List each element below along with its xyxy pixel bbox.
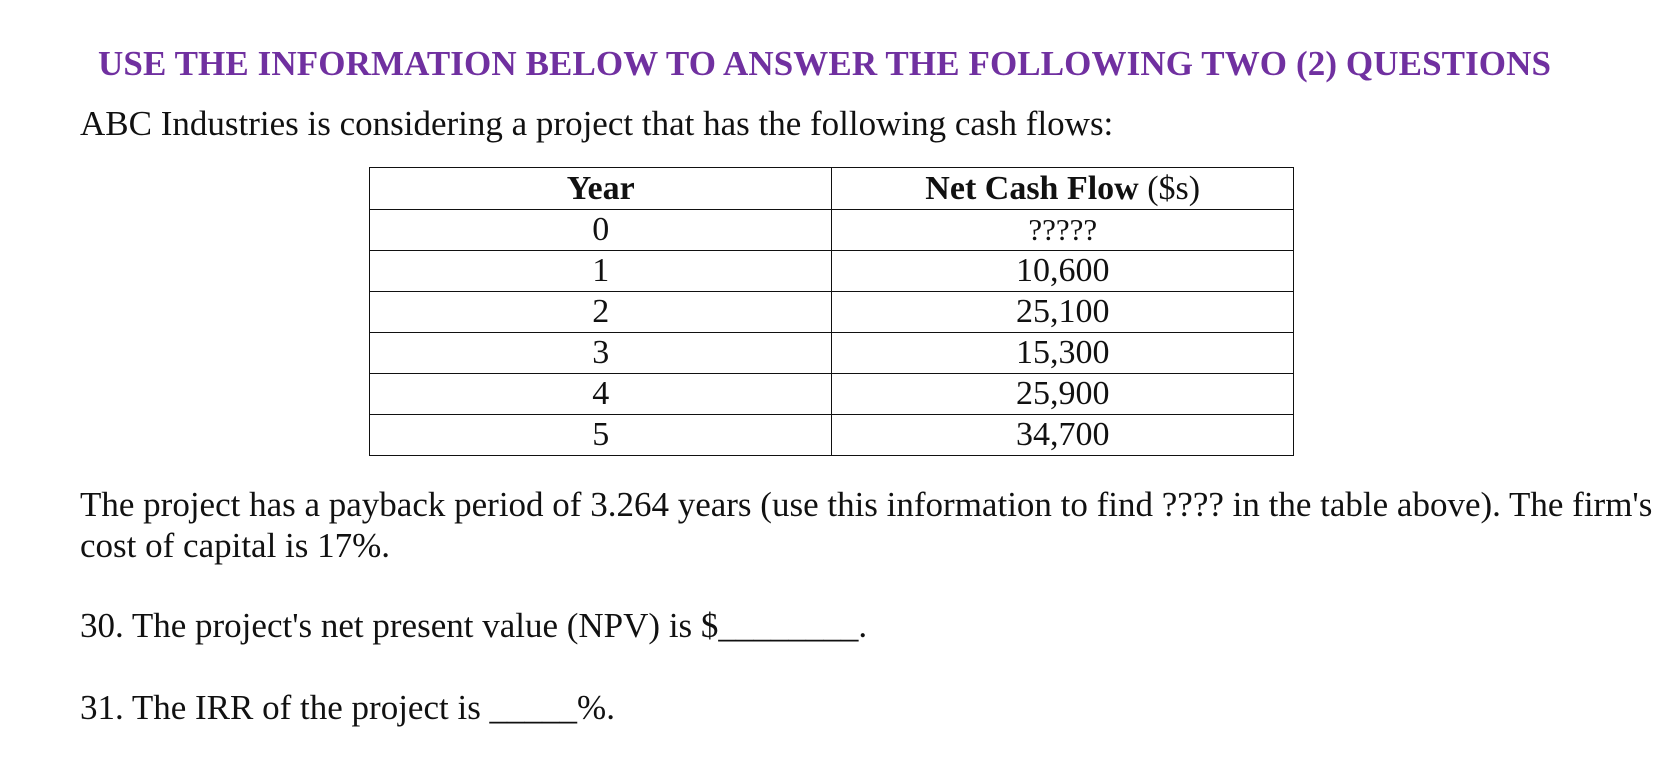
header-net-cash-flow <box>832 168 1294 210</box>
table-row <box>370 292 1294 333</box>
table-row <box>370 415 1294 456</box>
year-cell: 0 <box>370 210 832 251</box>
table-row <box>370 251 1294 292</box>
year-cell: 5 <box>370 415 832 456</box>
table-row <box>370 210 1294 251</box>
table-header-row <box>370 168 1294 210</box>
year-cell: 4 <box>370 374 832 415</box>
table-row <box>370 374 1294 415</box>
header-year: Year <box>370 168 832 210</box>
question-31: 31. The IRR of the project is _____%. <box>80 688 615 727</box>
header-flow-unit: ($s) <box>1147 169 1201 207</box>
year-cell: 2 <box>370 292 832 333</box>
intro-text: ABC Industries is considering a project that has the following cash flows: <box>80 104 1114 143</box>
flow-cell: 34,700 <box>832 415 1294 456</box>
section-heading: USE THE INFORMATION BELOW TO ANSWER THE FOLLOWING TWO (2) QUESTIONS <box>98 44 1552 83</box>
payback-paragraph: The project has a payback period of 3.264 years (use this information to find ???? in the table above). The firm's cost of capital is 17%. <box>80 485 1653 565</box>
flow-cell: 10,600 <box>832 251 1294 292</box>
year-cell: 1 <box>370 251 832 292</box>
header-flow-label: Net Cash Flow <box>925 169 1139 207</box>
flow-cell: 25,900 <box>832 374 1294 415</box>
flow-cell: 25,100 <box>832 292 1294 333</box>
table-row <box>370 333 1294 374</box>
question-30: 30. The project's net present value (NPV) is $________. <box>80 606 868 645</box>
year-cell: 3 <box>370 333 832 374</box>
cash-flow-table <box>369 167 1294 456</box>
flow-cell: ????? <box>832 210 1294 251</box>
flow-cell: 15,300 <box>832 333 1294 374</box>
